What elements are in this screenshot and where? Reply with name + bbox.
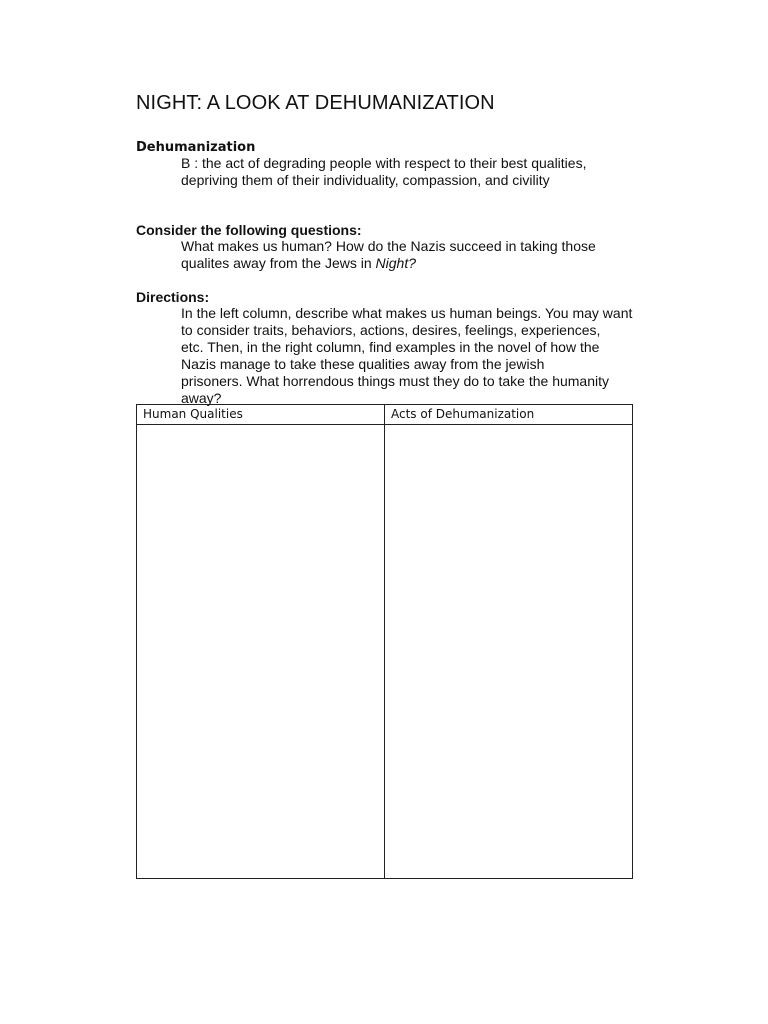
definition-line: B : the act of degrading people with respect to their best qualities, xyxy=(181,155,587,171)
human-qualities-cell[interactable] xyxy=(137,425,384,878)
directions-line: Nazis manage to take these qualities away from the jewish xyxy=(181,356,545,372)
definition-heading: Dehumanization xyxy=(136,140,256,155)
page-title: NIGHT: A LOOK AT DEHUMANIZATION xyxy=(136,92,495,114)
directions-line: away? xyxy=(181,390,222,406)
acts-of-dehumanization-cell[interactable] xyxy=(385,425,632,878)
novel-title: Night? xyxy=(375,255,416,271)
directions-line: In the left column, describe what makes us human beings. You may want xyxy=(181,305,633,321)
question-line-prefix: qualites away from the Jews in xyxy=(181,255,376,271)
definition-text xyxy=(181,155,651,189)
column-header-human-qualities: Human Qualities xyxy=(143,407,243,421)
question-line xyxy=(181,255,651,272)
questions-heading: Consider the following questions: xyxy=(136,222,362,238)
question-line: What makes us human? How do the Nazis succeed in taking those xyxy=(181,238,596,254)
directions-line: prisoners. What horrendous things must they do to take the humanity xyxy=(181,373,610,389)
directions-text xyxy=(181,305,651,407)
directions-line: etc. Then, in the right column, find examples in the novel of how the xyxy=(181,339,600,355)
worksheet-table xyxy=(136,404,633,879)
questions-text xyxy=(181,238,651,272)
directions-heading: Directions: xyxy=(136,289,210,305)
definition-line: depriving them of their individuality, compassion, and civility xyxy=(181,172,550,188)
column-header-acts-of-dehumanization: Acts of Dehumanization xyxy=(391,407,535,421)
directions-line: to consider traits, behaviors, actions, desires, feelings, experiences, xyxy=(181,322,601,338)
